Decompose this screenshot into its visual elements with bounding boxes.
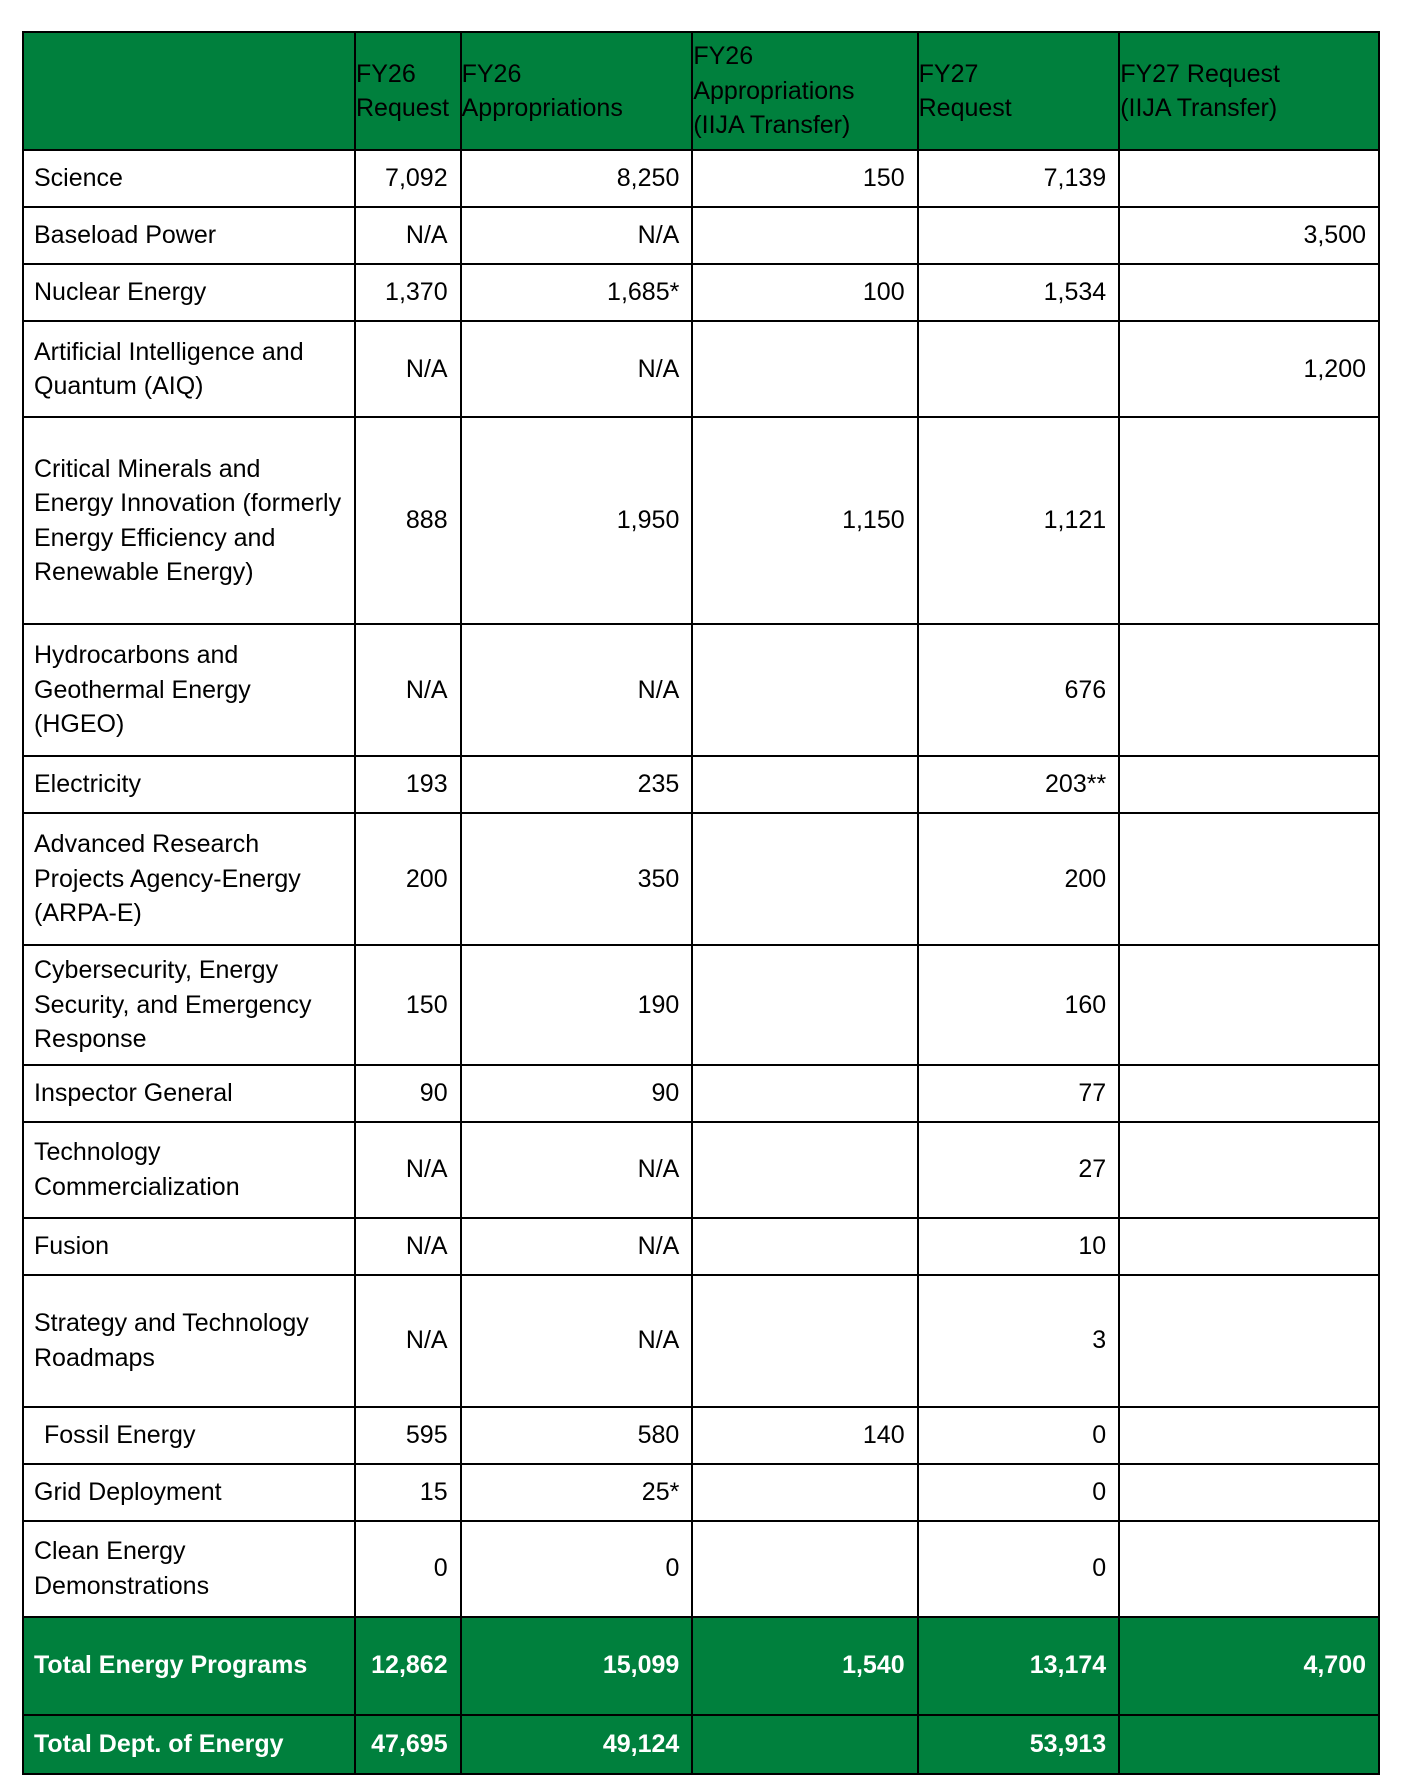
cell-fy27-request-iija [1119,1715,1379,1774]
cell-program-name: Cybersecurity, Energy Security, and Emergency Response [23,945,355,1065]
cell-fy26-appropriations-iija [692,1218,917,1275]
cell-fy27-request-iija [1119,150,1379,207]
cell-program-name: Advanced Research Projects Agency-Energy (ARPA-E) [23,813,355,945]
table-row [23,1275,1379,1407]
cell-fy26-request: N/A [355,1218,461,1275]
cell-program-name: Inspector General [23,1065,355,1122]
cell-program-name: Baseload Power [23,207,355,264]
table-row [23,945,1379,1065]
column-header-fy26-appropriations-iija [692,32,917,150]
cell-fy26-appropriations-iija: 140 [692,1407,917,1464]
table-row [23,1407,1379,1464]
cell-program-name: Nuclear Energy [23,264,355,321]
table-row [23,1065,1379,1122]
cell-fy26-request: 47,695 [355,1715,461,1774]
cell-fy27-request: 0 [918,1407,1120,1464]
cell-program-name: Electricity [23,756,355,813]
cell-fy26-appropriations: 0 [461,1521,693,1617]
cell-fy26-appropriations: N/A [461,321,693,417]
table-header [23,32,1379,150]
cell-fy26-appropriations-iija: 1,540 [692,1617,917,1715]
table-row [23,417,1379,624]
cell-fy26-appropriations: N/A [461,1122,693,1218]
cell-fy26-request: 595 [355,1407,461,1464]
cell-program-name: Total Energy Programs [23,1617,355,1715]
cell-fy27-request-iija [1119,1065,1379,1122]
column-header-fy26-appropriations [461,32,693,150]
cell-fy27-request-iija [1119,1218,1379,1275]
table-row [23,756,1379,813]
cell-fy26-appropriations: N/A [461,624,693,756]
cell-fy26-appropriations: 15,099 [461,1617,693,1715]
cell-fy26-appropriations-iija [692,207,917,264]
cell-fy27-request-iija [1119,1407,1379,1464]
top-clipped-text [22,0,722,10]
cell-fy27-request [918,207,1120,264]
cell-fy26-appropriations-iija [692,624,917,756]
cell-program-name: Critical Minerals and Energy Innovation (formerly Energy Efficiency and Renewable Energy) [23,417,355,624]
header-line-1: FY26 [461,59,522,88]
cell-fy26-appropriations: 1,950 [461,417,693,624]
cell-fy26-appropriations: 8,250 [461,150,693,207]
cell-program-name: Artificial Intelligence and Quantum (AIQ) [23,321,355,417]
table-row [23,624,1379,756]
header-line-2: Request [918,94,1012,122]
column-header-fy27-request-iija [1119,32,1379,150]
cell-program-name: Grid Deployment [23,1464,355,1521]
cell-fy27-request: 160 [918,945,1120,1065]
cell-fy26-appropriations-iija [692,1715,917,1774]
cell-fy26-appropriations: N/A [461,207,693,264]
cell-fy27-request: 10 [918,1218,1120,1275]
table-row [23,264,1379,321]
cell-fy26-request: N/A [355,1275,461,1407]
cell-fy26-request: N/A [355,207,461,264]
budget-table-container [22,31,1380,1775]
cell-program-name: Fossil Energy [23,1407,355,1464]
cell-fy26-appropriations-iija [692,1521,917,1617]
header-line-1: FY27 Request [1120,59,1281,88]
cell-fy26-appropriations-iija: 150 [692,150,917,207]
cell-fy27-request [918,321,1120,417]
column-header-fy27-request [918,32,1120,150]
header-line-1: FY26 [355,59,416,88]
cell-program-name: Fusion [23,1218,355,1275]
cell-fy26-appropriations-iija [692,813,917,945]
cell-fy26-appropriations-iija [692,1464,917,1521]
header-line-3: (IIJA Transfer) [693,111,851,140]
header-line-1: FY26 [693,42,754,71]
cell-fy26-request: 15 [355,1464,461,1521]
cell-fy26-request: 7,092 [355,150,461,207]
cell-fy27-request: 53,913 [918,1715,1120,1774]
cell-fy27-request-iija [1119,264,1379,321]
table-row [23,1521,1379,1617]
cell-fy27-request-iija: 1,200 [1119,321,1379,417]
cell-fy27-request: 7,139 [918,150,1120,207]
cell-fy26-request: 1,370 [355,264,461,321]
cell-fy26-request: 200 [355,813,461,945]
cell-fy26-appropriations-iija [692,756,917,813]
cell-fy27-request-iija [1119,624,1379,756]
cell-fy26-request: N/A [355,624,461,756]
cell-fy26-appropriations: N/A [461,1275,693,1407]
cell-fy27-request-iija [1119,417,1379,624]
cell-fy27-request: 0 [918,1464,1120,1521]
doe-budget-table [22,31,1380,1775]
cell-fy27-request: 200 [918,813,1120,945]
cell-fy27-request-iija [1119,945,1379,1065]
cell-fy27-request: 1,121 [918,417,1120,624]
cell-fy26-appropriations: 580 [461,1407,693,1464]
cell-fy26-appropriations-iija: 1,150 [692,417,917,624]
cell-fy26-appropriations-iija [692,1275,917,1407]
header-line-2: Appropriations [461,94,623,122]
cell-fy26-request: 193 [355,756,461,813]
cell-fy27-request-iija: 3,500 [1119,207,1379,264]
cell-program-name: Strategy and Technology Roadmaps [23,1275,355,1407]
cell-fy27-request-iija [1119,1275,1379,1407]
cell-fy27-request: 0 [918,1521,1120,1617]
header-line-2: Appropriations [693,76,855,105]
table-row [23,150,1379,207]
column-header-fy26-request [355,32,461,150]
cell-fy27-request-iija [1119,1521,1379,1617]
cell-program-name: Total Dept. of Energy [23,1715,355,1774]
cell-fy26-request: 90 [355,1065,461,1122]
cell-fy26-appropriations: 1,685* [461,264,693,321]
table-body [23,150,1379,1774]
cell-program-name: Science [23,150,355,207]
table-row [23,1218,1379,1275]
table-row [23,321,1379,417]
cell-fy27-request: 1,534 [918,264,1120,321]
cell-fy27-request: 3 [918,1275,1120,1407]
cell-program-name: Technology Commercialization [23,1122,355,1218]
cell-fy27-request-iija [1119,813,1379,945]
cell-fy27-request: 13,174 [918,1617,1120,1715]
column-header-program [23,32,355,150]
table-row [23,1122,1379,1218]
cell-program-name: Clean Energy Demonstrations [23,1521,355,1617]
cell-fy27-request-iija [1119,756,1379,813]
cell-fy26-appropriations-iija [692,1065,917,1122]
cell-fy26-appropriations-iija [692,1122,917,1218]
cell-fy26-appropriations: 190 [461,945,693,1065]
cell-fy26-appropriations: 90 [461,1065,693,1122]
cell-fy26-request: 888 [355,417,461,624]
table-row [23,207,1379,264]
cell-fy27-request: 676 [918,624,1120,756]
header-row [23,32,1379,150]
cell-fy27-request: 203** [918,756,1120,813]
cell-fy26-request: N/A [355,1122,461,1218]
table-row-total [23,1617,1379,1715]
cell-fy26-appropriations: 235 [461,756,693,813]
cell-fy26-appropriations: 49,124 [461,1715,693,1774]
table-row-total [23,1715,1379,1774]
cell-fy27-request-iija [1119,1122,1379,1218]
header-line-1: FY27 [918,59,979,88]
cell-fy26-request: 12,862 [355,1617,461,1715]
cell-fy26-appropriations-iija [692,321,917,417]
cell-fy26-appropriations: 25* [461,1464,693,1521]
cell-fy27-request-iija: 4,700 [1119,1617,1379,1715]
header-line-2: (IIJA Transfer) [1120,94,1278,122]
cell-fy26-appropriations-iija [692,945,917,1065]
header-line-2: Request [355,94,450,122]
cell-fy27-request: 27 [918,1122,1120,1218]
cell-fy27-request-iija [1119,1464,1379,1521]
table-row [23,1464,1379,1521]
cell-program-name: Hydrocarbons and Geothermal Energy (HGEO) [23,624,355,756]
cell-fy26-appropriations-iija: 100 [692,264,917,321]
cell-fy26-appropriations: 350 [461,813,693,945]
cell-fy26-request: 0 [355,1521,461,1617]
table-row [23,813,1379,945]
cell-fy26-appropriations: N/A [461,1218,693,1275]
cell-fy27-request: 77 [918,1065,1120,1122]
cell-fy26-request: 150 [355,945,461,1065]
cell-fy26-request: N/A [355,321,461,417]
